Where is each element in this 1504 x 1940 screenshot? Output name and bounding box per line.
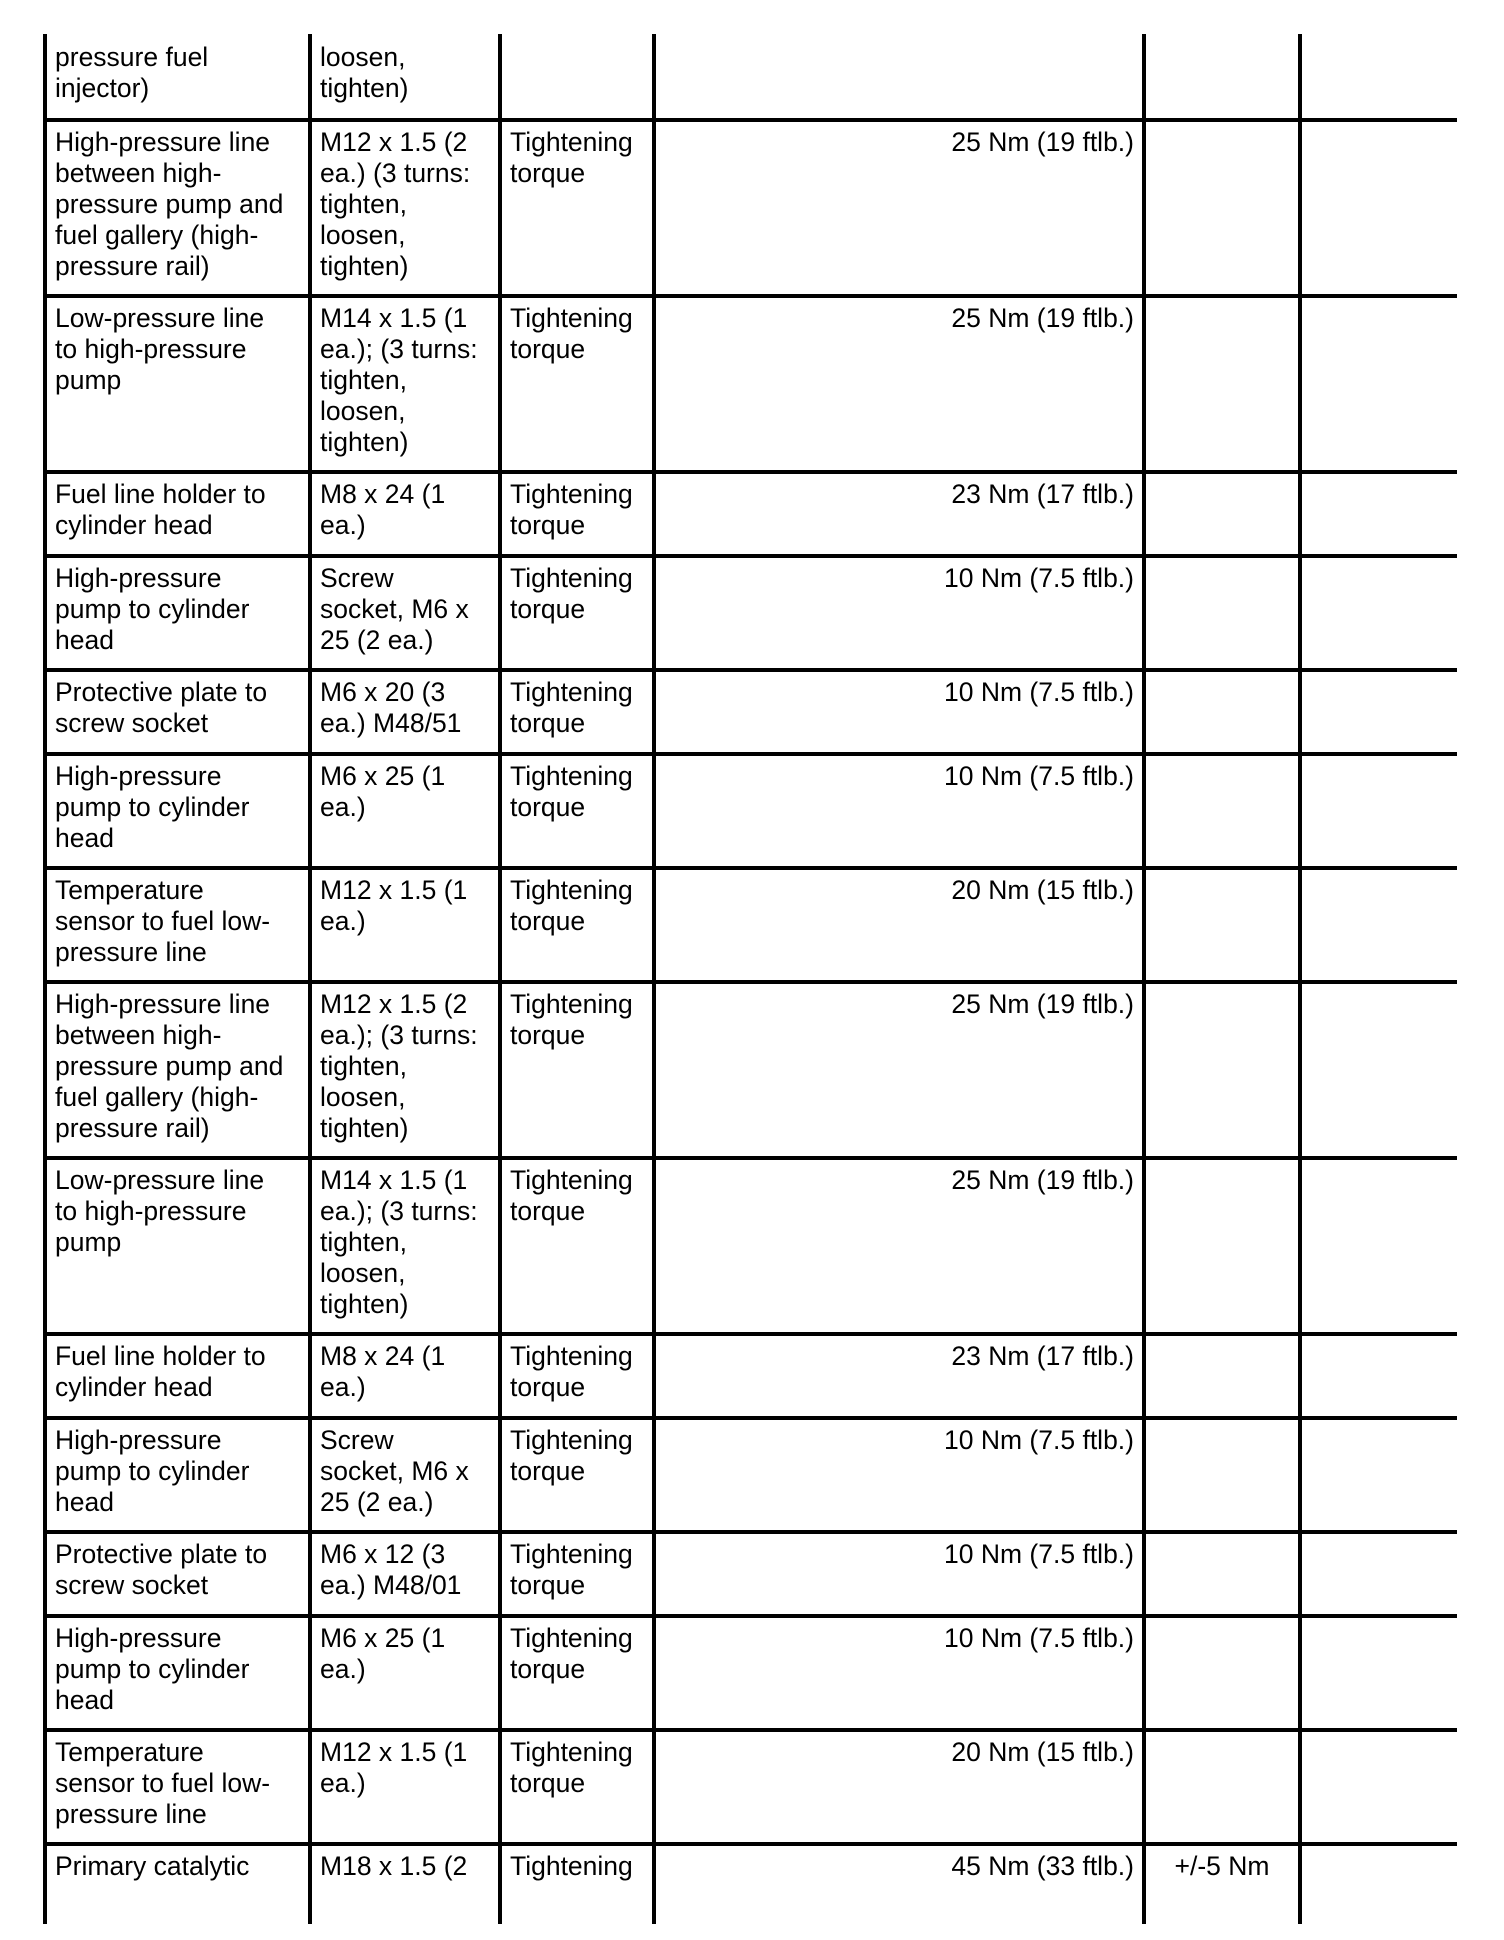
torque-spec-table-body [45, 34, 1457, 1924]
value-cell: 25 Nm (19 ftlb.) [654, 296, 1144, 472]
fastener-cell: M8 x 24 (1 ea.) [310, 472, 500, 556]
table-row [45, 296, 1457, 472]
note-cell [1300, 1730, 1457, 1844]
note-cell [1300, 34, 1457, 120]
table-row [45, 1532, 1457, 1616]
torque-spec-table [43, 34, 1457, 1924]
spec-type-cell: Tightening torque [500, 1730, 654, 1844]
tolerance-cell [1144, 472, 1300, 556]
tolerance-cell [1144, 1334, 1300, 1418]
note-cell [1300, 754, 1457, 868]
value-cell: 10 Nm (7.5 ftlb.) [654, 1616, 1144, 1730]
fastener-cell: loosen, tighten) [310, 34, 500, 120]
note-cell [1300, 472, 1457, 556]
component-cell: High-pressure line between high- pressure pump and fuel gallery (high- pressure rail) [45, 982, 310, 1158]
table-row [45, 868, 1457, 982]
fastener-cell: Screw socket, M6 x 25 (2 ea.) [310, 1418, 500, 1532]
tolerance-cell [1144, 1158, 1300, 1334]
component-cell: Protective plate to screw socket [45, 1532, 310, 1616]
fastener-cell: M8 x 24 (1 ea.) [310, 1334, 500, 1418]
table-row [45, 472, 1457, 556]
tolerance-cell [1144, 120, 1300, 296]
tolerance-cell [1144, 556, 1300, 670]
fastener-cell: M6 x 25 (1 ea.) [310, 754, 500, 868]
fastener-cell: M12 x 1.5 (1 ea.) [310, 868, 500, 982]
fastener-cell: M6 x 25 (1 ea.) [310, 1616, 500, 1730]
fastener-cell: M6 x 12 (3 ea.) M48/01 [310, 1532, 500, 1616]
spec-type-cell: Tightening torque [500, 1532, 654, 1616]
component-cell: Fuel line holder to cylinder head [45, 472, 310, 556]
spec-type-cell: Tightening [500, 1844, 654, 1924]
spec-type-cell: Tightening torque [500, 754, 654, 868]
component-cell: High-pressure pump to cylinder head [45, 556, 310, 670]
table-row [45, 34, 1457, 120]
component-cell: Low-pressure line to high-pressure pump [45, 1158, 310, 1334]
table-row [45, 1730, 1457, 1844]
fastener-cell: M6 x 20 (3 ea.) M48/51 [310, 670, 500, 754]
spec-type-cell: Tightening torque [500, 1616, 654, 1730]
fastener-cell: M12 x 1.5 (1 ea.) [310, 1730, 500, 1844]
value-cell [654, 34, 1144, 120]
spec-type-cell: Tightening torque [500, 296, 654, 472]
fastener-cell: Screw socket, M6 x 25 (2 ea.) [310, 556, 500, 670]
tolerance-cell [1144, 1730, 1300, 1844]
spec-type-cell: Tightening torque [500, 1334, 654, 1418]
tolerance-cell [1144, 1532, 1300, 1616]
spec-type-cell: Tightening torque [500, 120, 654, 296]
component-cell: High-pressure pump to cylinder head [45, 1616, 310, 1730]
note-cell [1300, 1844, 1457, 1924]
value-cell: 45 Nm (33 ftlb.) [654, 1844, 1144, 1924]
tolerance-cell [1144, 982, 1300, 1158]
table-row [45, 556, 1457, 670]
value-cell: 10 Nm (7.5 ftlb.) [654, 754, 1144, 868]
tolerance-cell [1144, 754, 1300, 868]
tolerance-cell [1144, 670, 1300, 754]
component-cell: Primary catalytic [45, 1844, 310, 1924]
table-row [45, 754, 1457, 868]
component-cell: Fuel line holder to cylinder head [45, 1334, 310, 1418]
value-cell: 10 Nm (7.5 ftlb.) [654, 1532, 1144, 1616]
value-cell: 25 Nm (19 ftlb.) [654, 1158, 1144, 1334]
table-row [45, 1334, 1457, 1418]
note-cell [1300, 1532, 1457, 1616]
fastener-cell: M18 x 1.5 (2 [310, 1844, 500, 1924]
note-cell [1300, 982, 1457, 1158]
spec-type-cell: Tightening torque [500, 556, 654, 670]
value-cell: 20 Nm (15 ftlb.) [654, 1730, 1144, 1844]
note-cell [1300, 1616, 1457, 1730]
note-cell [1300, 1418, 1457, 1532]
value-cell: 23 Nm (17 ftlb.) [654, 472, 1144, 556]
table-row [45, 1844, 1457, 1924]
value-cell: 10 Nm (7.5 ftlb.) [654, 556, 1144, 670]
spec-type-cell [500, 34, 654, 120]
table-row [45, 1418, 1457, 1532]
note-cell [1300, 296, 1457, 472]
note-cell [1300, 1158, 1457, 1334]
spec-sheet [43, 34, 1457, 1933]
component-cell: High-pressure pump to cylinder head [45, 754, 310, 868]
spec-type-cell: Tightening torque [500, 1418, 654, 1532]
component-cell: pressure fuel injector) [45, 34, 310, 120]
spec-type-cell: Tightening torque [500, 868, 654, 982]
table-row [45, 670, 1457, 754]
fastener-cell: M12 x 1.5 (2 ea.) (3 turns: tighten, loosen, tighten) [310, 120, 500, 296]
component-cell: High-pressure line between high- pressure pump and fuel gallery (high- pressure rail) [45, 120, 310, 296]
table-row [45, 1158, 1457, 1334]
fastener-cell: M12 x 1.5 (2 ea.); (3 turns: tighten, loosen, tighten) [310, 982, 500, 1158]
spec-type-cell: Tightening torque [500, 670, 654, 754]
component-cell: Protective plate to screw socket [45, 670, 310, 754]
table-row [45, 982, 1457, 1158]
tolerance-cell [1144, 34, 1300, 120]
note-cell [1300, 556, 1457, 670]
note-cell [1300, 120, 1457, 296]
tolerance-cell [1144, 1418, 1300, 1532]
component-cell: High-pressure pump to cylinder head [45, 1418, 310, 1532]
tolerance-cell [1144, 868, 1300, 982]
value-cell: 23 Nm (17 ftlb.) [654, 1334, 1144, 1418]
component-cell: Temperature sensor to fuel low- pressure line [45, 1730, 310, 1844]
value-cell: 20 Nm (15 ftlb.) [654, 868, 1144, 982]
spec-type-cell: Tightening torque [500, 1158, 654, 1334]
table-row [45, 1616, 1457, 1730]
value-cell: 10 Nm (7.5 ftlb.) [654, 1418, 1144, 1532]
value-cell: 25 Nm (19 ftlb.) [654, 982, 1144, 1158]
note-cell [1300, 1334, 1457, 1418]
note-cell [1300, 868, 1457, 982]
table-row [45, 120, 1457, 296]
component-cell: Temperature sensor to fuel low- pressure line [45, 868, 310, 982]
fastener-cell: M14 x 1.5 (1 ea.); (3 turns: tighten, loosen, tighten) [310, 296, 500, 472]
fastener-cell: M14 x 1.5 (1 ea.); (3 turns: tighten, loosen, tighten) [310, 1158, 500, 1334]
spec-type-cell: Tightening torque [500, 472, 654, 556]
tolerance-cell [1144, 296, 1300, 472]
tolerance-cell [1144, 1616, 1300, 1730]
component-cell: Low-pressure line to high-pressure pump [45, 296, 310, 472]
value-cell: 25 Nm (19 ftlb.) [654, 120, 1144, 296]
spec-type-cell: Tightening torque [500, 982, 654, 1158]
tolerance-cell: +/-5 Nm [1144, 1844, 1300, 1924]
value-cell: 10 Nm (7.5 ftlb.) [654, 670, 1144, 754]
note-cell [1300, 670, 1457, 754]
